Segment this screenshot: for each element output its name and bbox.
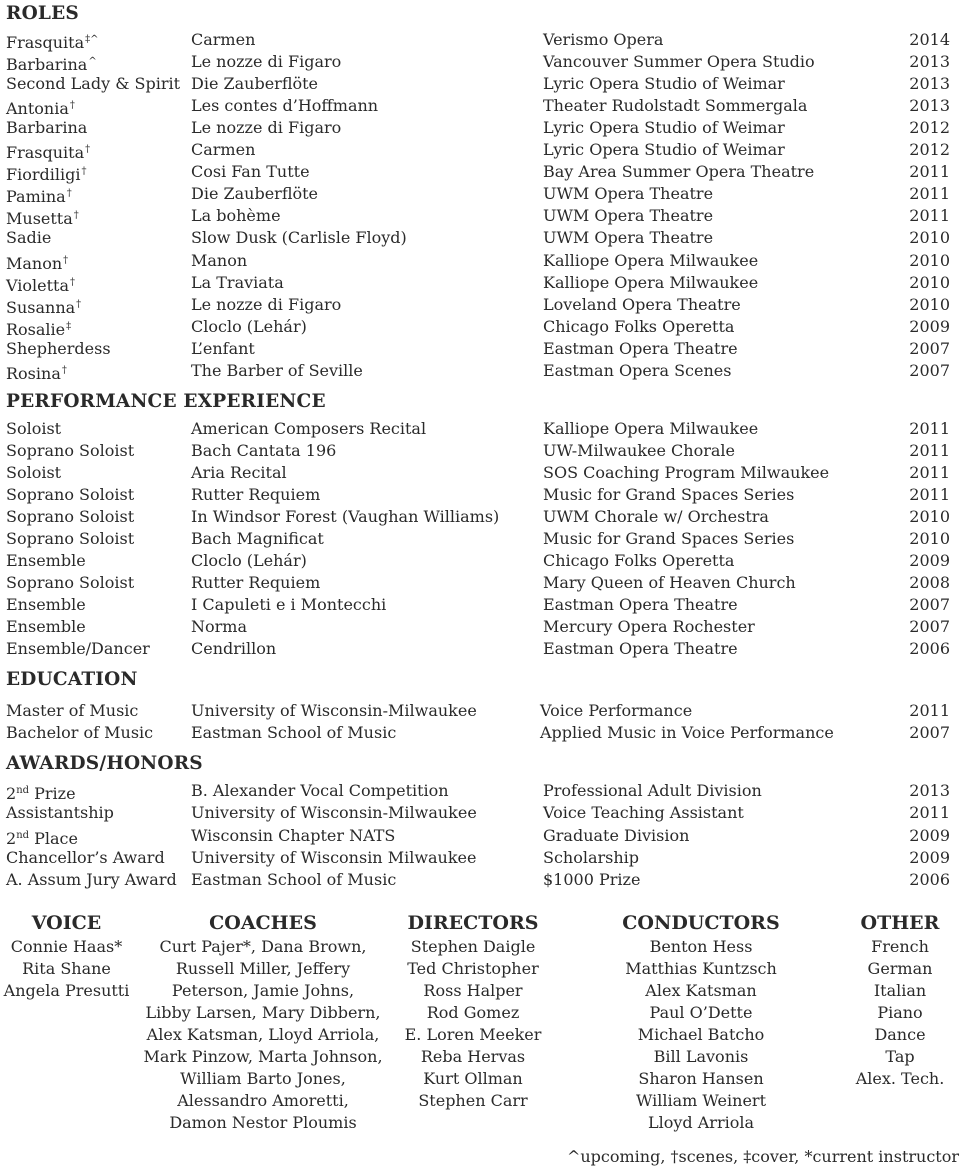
- entry-company: UWM Opera Theatre: [543, 228, 714, 248]
- entry-company: Chicago Folks Operetta: [543, 551, 735, 570]
- perf-row: [0, 418, 965, 440]
- other-item: Dance: [874, 1025, 926, 1044]
- roles-row: [0, 183, 965, 205]
- entry-year: 2013: [909, 96, 950, 116]
- entry-work: Slow Dusk (Carlisle Floyd): [191, 228, 407, 248]
- award-title: [6, 780, 76, 805]
- entry-mark: †: [85, 144, 91, 156]
- award-ordinal: nd: [16, 829, 30, 841]
- award-detail: Voice Teaching Assistant: [543, 803, 744, 823]
- perf-row: [0, 484, 965, 506]
- entry-title: [6, 462, 61, 484]
- entry-company: Kalliope Opera Milwaukee: [543, 250, 759, 270]
- entry-work: La bohème: [191, 206, 281, 226]
- conductors-column: [606, 910, 796, 1134]
- perf-row: [0, 572, 965, 594]
- roles-row: [0, 139, 965, 161]
- other-column: [845, 910, 955, 1090]
- entry-company: UWM Chorale w/ Orchestra: [543, 507, 769, 526]
- entry-work: In Windsor Forest (Vaughan Williams): [191, 507, 500, 526]
- entry-year: 2011: [909, 485, 950, 504]
- other-item: Alex. Tech.: [855, 1069, 945, 1088]
- sec-performance: PERFORMANCE EXPERIENCE: [6, 391, 326, 412]
- roles-row: [0, 316, 965, 338]
- directors-column: [398, 910, 548, 1112]
- entry-title-text: Bachelor of Music: [6, 723, 154, 742]
- entry-title-text: Barbarina: [6, 55, 88, 75]
- perf-row: [0, 550, 965, 572]
- entry-title-text: Pamina: [6, 187, 66, 207]
- other-item: Tap: [885, 1047, 915, 1066]
- entry-year: 2011: [909, 184, 950, 204]
- entry-title: [6, 484, 134, 506]
- entry-title: [6, 338, 111, 360]
- entry-year: 2013: [909, 74, 950, 94]
- entry-company: Theater Rudolstadt Sommergala: [543, 96, 808, 116]
- roles-row: [0, 227, 965, 249]
- entry-year: 2014: [909, 30, 950, 49]
- entry-mark: †: [69, 100, 75, 112]
- entry-company: Voice Performance: [540, 701, 693, 720]
- entry-year: 2011: [909, 162, 950, 182]
- entry-title-text: Master of Music: [6, 701, 139, 720]
- award-year: 2013: [909, 781, 950, 800]
- roles-row: [0, 250, 965, 272]
- entry-company: SOS Coaching Program Milwaukee: [543, 463, 830, 482]
- entry-title: [6, 722, 153, 744]
- entry-work: Cloclo (Lehár): [191, 551, 307, 570]
- entry-title-text: Second Lady & Spirit: [6, 74, 181, 94]
- directors-item: Kurt Ollman: [423, 1069, 523, 1088]
- award-org: B. Alexander Vocal Competition: [191, 781, 449, 800]
- award-year: 2009: [909, 847, 950, 867]
- entry-title-text: Soprano Soloist: [6, 441, 135, 460]
- perf-row: [0, 506, 965, 528]
- entry-work: Eastman School of Music: [191, 723, 397, 742]
- roles-row: [0, 95, 965, 117]
- entry-year: 2011: [909, 463, 950, 482]
- entry-work: Bach Cantata 196: [191, 441, 337, 460]
- entry-year: 2011: [909, 419, 950, 438]
- award-detail: Scholarship: [543, 847, 640, 867]
- entry-company: Lyric Opera Studio of Weimar: [543, 118, 785, 138]
- coaches-item: William Barto Jones,: [180, 1069, 346, 1088]
- entry-title: [6, 73, 180, 95]
- entry-title-text: Frasquita: [6, 143, 85, 163]
- entry-mark: †: [81, 166, 87, 178]
- entry-title-text: Soprano Soloist: [6, 485, 135, 504]
- voice-item: Connie Haas*: [10, 937, 123, 956]
- sec-awards: AWARDS/HONORS: [6, 753, 203, 774]
- coaches-item: Libby Larsen, Mary Dibbern,: [145, 1003, 381, 1022]
- entry-work: The Barber of Seville: [191, 360, 363, 380]
- voice-heading: VOICE: [31, 912, 102, 934]
- entry-company: Loveland Opera Theatre: [543, 294, 741, 314]
- entry-company: Applied Music in Voice Performance: [540, 723, 834, 742]
- entry-year: 2011: [909, 701, 950, 720]
- awards-row: [0, 802, 965, 824]
- coaches-column: [138, 910, 388, 1134]
- entry-year: 2012: [909, 118, 950, 138]
- awards-row: [0, 780, 965, 802]
- awards-row: [0, 869, 965, 891]
- entry-title-text: Soloist: [6, 419, 62, 438]
- entry-title-text: Fiordiligi: [6, 165, 81, 185]
- directors-item: Rod Gomez: [426, 1003, 520, 1022]
- entry-title: [6, 506, 134, 528]
- entry-year: 2010: [909, 294, 950, 314]
- entry-title-text: Rosina: [6, 363, 61, 383]
- directors-item: Stephen Daigle: [410, 937, 536, 956]
- entry-title-text: Ensemble/Dancer: [6, 639, 150, 658]
- entry-company: UW-Milwaukee Chorale: [543, 441, 735, 460]
- roles-row: [0, 360, 965, 382]
- other-item: French: [871, 937, 929, 956]
- awards-row: [0, 825, 965, 847]
- directors-item: Ted Christopher: [407, 959, 539, 978]
- entry-company: Kalliope Opera Milwaukee: [543, 272, 759, 292]
- award-text: Prize: [29, 784, 76, 803]
- award-year: 2011: [909, 803, 950, 823]
- conductors-item: Lloyd Arriola: [648, 1113, 754, 1132]
- entry-title-text: Ensemble: [6, 617, 86, 636]
- sec-education: EDUCATION: [6, 669, 138, 690]
- other-item: Italian: [873, 981, 927, 1000]
- entry-title: [6, 117, 87, 139]
- entry-title-text: Susanna: [6, 297, 76, 317]
- perf-row: [0, 440, 965, 462]
- entry-work: I Capuleti e i Montecchi: [191, 595, 387, 614]
- entry-work: Bach Magnificat: [191, 529, 324, 548]
- conductors-heading: CONDUCTORS: [622, 912, 780, 934]
- entry-work: Die Zauberflöte: [191, 74, 319, 94]
- conductors-item: Alex Katsman: [645, 981, 757, 1000]
- entry-mark: †: [63, 254, 69, 266]
- entry-title: [6, 360, 67, 385]
- entry-work: Carmen: [191, 140, 256, 160]
- entry-title-text: Soloist: [6, 463, 62, 482]
- entry-work: L’enfant: [191, 338, 255, 358]
- edu-row: [0, 700, 965, 722]
- entry-work: Norma: [191, 617, 247, 636]
- entry-year: 2012: [909, 140, 950, 160]
- entry-title-text: Manon: [6, 253, 63, 273]
- entry-company: Kalliope Opera Milwaukee: [543, 419, 759, 438]
- perf-row: [0, 594, 965, 616]
- conductors-item: Paul O’Dette: [649, 1003, 753, 1022]
- entry-company: Eastman Opera Theatre: [543, 639, 738, 658]
- entry-title: [6, 572, 134, 594]
- entry-title: [6, 700, 138, 722]
- entry-company: UWM Opera Theatre: [543, 184, 714, 204]
- entry-mark: †: [61, 364, 67, 376]
- entry-year: 2009: [909, 551, 950, 570]
- entry-year: 2007: [909, 617, 950, 636]
- award-org: Wisconsin Chapter NATS: [191, 825, 396, 845]
- entry-title-text: Barbarina: [6, 118, 88, 138]
- coaches-heading: COACHES: [209, 912, 317, 934]
- entry-company: Bay Area Summer Opera Theatre: [543, 162, 815, 182]
- entry-mark: †: [73, 210, 79, 222]
- directors-item: E. Loren Meeker: [404, 1025, 542, 1044]
- entry-title-text: Ensemble: [6, 551, 86, 570]
- award-org: Eastman School of Music: [191, 870, 397, 890]
- directors-item: Stephen Carr: [418, 1091, 528, 1110]
- entry-work: Cloclo (Lehár): [191, 316, 307, 336]
- perf-row: [0, 638, 965, 660]
- sec-roles: ROLES: [6, 3, 79, 24]
- roles-row: [0, 294, 965, 316]
- entry-company: UWM Opera Theatre: [543, 206, 714, 226]
- entry-work: Rutter Requiem: [191, 485, 321, 504]
- conductors-item: Matthias Kuntzsch: [625, 959, 777, 978]
- conductors-item: Sharon Hansen: [638, 1069, 764, 1088]
- entry-year: 2008: [909, 573, 950, 592]
- entry-year: 2011: [909, 441, 950, 460]
- entry-title-text: Shepherdess: [6, 338, 111, 358]
- entry-mark: †: [70, 276, 76, 288]
- entry-company: Eastman Opera Scenes: [543, 360, 732, 380]
- entry-year: 2010: [909, 250, 950, 270]
- entry-title: [6, 550, 86, 572]
- entry-work: Le nozze di Figaro: [191, 52, 342, 72]
- entry-mark: †: [76, 298, 82, 310]
- entry-mark: ^: [88, 56, 97, 68]
- entry-year: 2006: [909, 639, 950, 658]
- other-item: German: [867, 959, 933, 978]
- entry-company: Music for Grand Spaces Series: [543, 485, 795, 504]
- entry-company: Mary Queen of Heaven Church: [543, 573, 796, 592]
- entry-title: [6, 227, 51, 249]
- entry-company: Chicago Folks Operetta: [543, 316, 735, 336]
- entry-year: 2013: [909, 52, 950, 72]
- entry-company: Lyric Opera Studio of Weimar: [543, 74, 785, 94]
- award-ordinal: nd: [16, 785, 30, 796]
- directors-item: Reba Hervas: [420, 1047, 526, 1066]
- entry-year: 2010: [909, 529, 950, 548]
- entry-year: 2007: [909, 595, 950, 614]
- coaches-item: Damon Nestor Ploumis: [169, 1113, 357, 1132]
- coaches-item: Mark Pinzow, Marta Johnson,: [143, 1047, 383, 1066]
- award-org: University of Wisconsin Milwaukee: [191, 847, 477, 867]
- award-text: Place: [29, 828, 78, 848]
- entry-title-text: Rosalie: [6, 319, 66, 339]
- entry-title-text: Musetta: [6, 209, 73, 229]
- perf-row: [0, 462, 965, 484]
- entry-company: Eastman Opera Theatre: [543, 595, 738, 614]
- entry-company: Music for Grand Spaces Series: [543, 529, 795, 548]
- entry-work: Cendrillon: [191, 639, 277, 658]
- entry-mark: ‡: [66, 320, 72, 332]
- award-title: [6, 847, 165, 869]
- award-org: University of Wisconsin-Milwaukee: [191, 803, 477, 823]
- entry-year: 2007: [909, 723, 950, 742]
- entry-work: Cosi Fan Tutte: [191, 162, 310, 182]
- award-detail: $1000 Prize: [543, 870, 641, 890]
- perf-row: [0, 616, 965, 638]
- entry-work: American Composers Recital: [191, 419, 427, 438]
- award-detail: Graduate Division: [543, 825, 690, 845]
- entry-work: Le nozze di Figaro: [191, 118, 342, 138]
- conductors-item: William Weinert: [635, 1091, 766, 1110]
- voice-item: Angela Presutti: [3, 981, 130, 1000]
- award-year: 2009: [909, 825, 950, 845]
- roles-row: [0, 338, 965, 360]
- entry-year: 2007: [909, 360, 950, 380]
- entry-title-text: Soprano Soloist: [6, 529, 135, 548]
- entry-title: [6, 418, 61, 440]
- entry-year: 2010: [909, 228, 950, 248]
- entry-mark: ‡^: [85, 34, 99, 45]
- award-title: [6, 825, 78, 850]
- award-text: A. Assum Jury Award: [6, 870, 177, 890]
- coaches-item: Curt Pajer*, Dana Brown,: [159, 937, 367, 956]
- entry-title-text: Ensemble: [6, 595, 86, 614]
- entry-company: Eastman Opera Theatre: [543, 338, 738, 358]
- roles-row: [0, 161, 965, 183]
- perf-row: [0, 528, 965, 550]
- directors-item: Ross Halper: [423, 981, 523, 1000]
- entry-title: [6, 440, 134, 462]
- other-item: Piano: [877, 1003, 923, 1022]
- award-number: 2: [6, 784, 17, 803]
- entry-work: Aria Recital: [191, 463, 287, 482]
- roles-row: [0, 272, 965, 294]
- entry-title-text: Soprano Soloist: [6, 507, 135, 526]
- coaches-item: Alessandro Amoretti,: [177, 1091, 349, 1110]
- award-year: 2006: [909, 870, 950, 890]
- entry-year: 2007: [909, 338, 950, 358]
- conductors-item: Michael Batcho: [637, 1025, 765, 1044]
- coaches-item: Peterson, Jamie Johns,: [171, 981, 355, 1000]
- voice-column: [0, 910, 133, 1002]
- entry-title-text: Soprano Soloist: [6, 573, 135, 592]
- roles-row: [0, 73, 965, 95]
- roles-row: [0, 29, 965, 51]
- roles-row: [0, 205, 965, 227]
- entry-work: Manon: [191, 250, 248, 270]
- entry-company: Mercury Opera Rochester: [543, 617, 755, 636]
- entry-company: Verismo Opera: [543, 30, 664, 49]
- directors-heading: DIRECTORS: [407, 912, 539, 934]
- entry-title-text: Frasquita: [6, 33, 85, 52]
- entry-work: Rutter Requiem: [191, 573, 321, 592]
- other-heading: OTHER: [860, 912, 940, 934]
- entry-title-text: Violetta: [6, 275, 70, 295]
- entry-title-text: Antonia: [6, 99, 69, 119]
- entry-work: Die Zauberflöte: [191, 184, 319, 204]
- entry-year: 2010: [909, 272, 950, 292]
- award-text: Chancellor’s Award: [6, 847, 165, 867]
- entry-mark: †: [66, 188, 72, 200]
- roles-row: [0, 117, 965, 139]
- award-detail: Professional Adult Division: [543, 781, 762, 800]
- entry-title: [6, 528, 134, 550]
- entry-company: Vancouver Summer Opera Studio: [543, 52, 815, 72]
- entry-work: Carmen: [191, 30, 256, 49]
- award-number: 2: [6, 828, 17, 848]
- entry-title-text: Sadie: [6, 228, 52, 248]
- conductors-item: Bill Lavonis: [653, 1047, 749, 1066]
- entry-work: La Traviata: [191, 272, 284, 292]
- entry-work: Les contes d’Hoffmann: [191, 96, 379, 116]
- entry-company: Lyric Opera Studio of Weimar: [543, 140, 785, 160]
- award-text: Assistantship: [6, 803, 114, 823]
- conductors-item: Benton Hess: [649, 937, 753, 956]
- edu-row: [0, 722, 965, 744]
- entry-title: [6, 638, 150, 660]
- entry-work: University of Wisconsin-Milwaukee: [191, 701, 477, 720]
- award-title: [6, 802, 114, 824]
- award-title: [6, 869, 177, 891]
- entry-work: Le nozze di Figaro: [191, 294, 342, 314]
- coaches-item: Alex Katsman, Lloyd Arriola,: [146, 1025, 380, 1044]
- voice-item: Rita Shane: [22, 959, 111, 978]
- entry-year: 2009: [909, 316, 950, 336]
- entry-year: 2011: [909, 206, 950, 226]
- entry-title: [6, 616, 86, 638]
- roles-row: [0, 51, 965, 73]
- coaches-item: Russell Miller, Jeffery: [175, 959, 351, 978]
- awards-row: [0, 847, 965, 869]
- legend: ^upcoming, †scenes, ‡cover, *current instructor: [566, 1147, 959, 1166]
- entry-year: 2010: [909, 507, 950, 526]
- entry-title: [6, 594, 86, 616]
